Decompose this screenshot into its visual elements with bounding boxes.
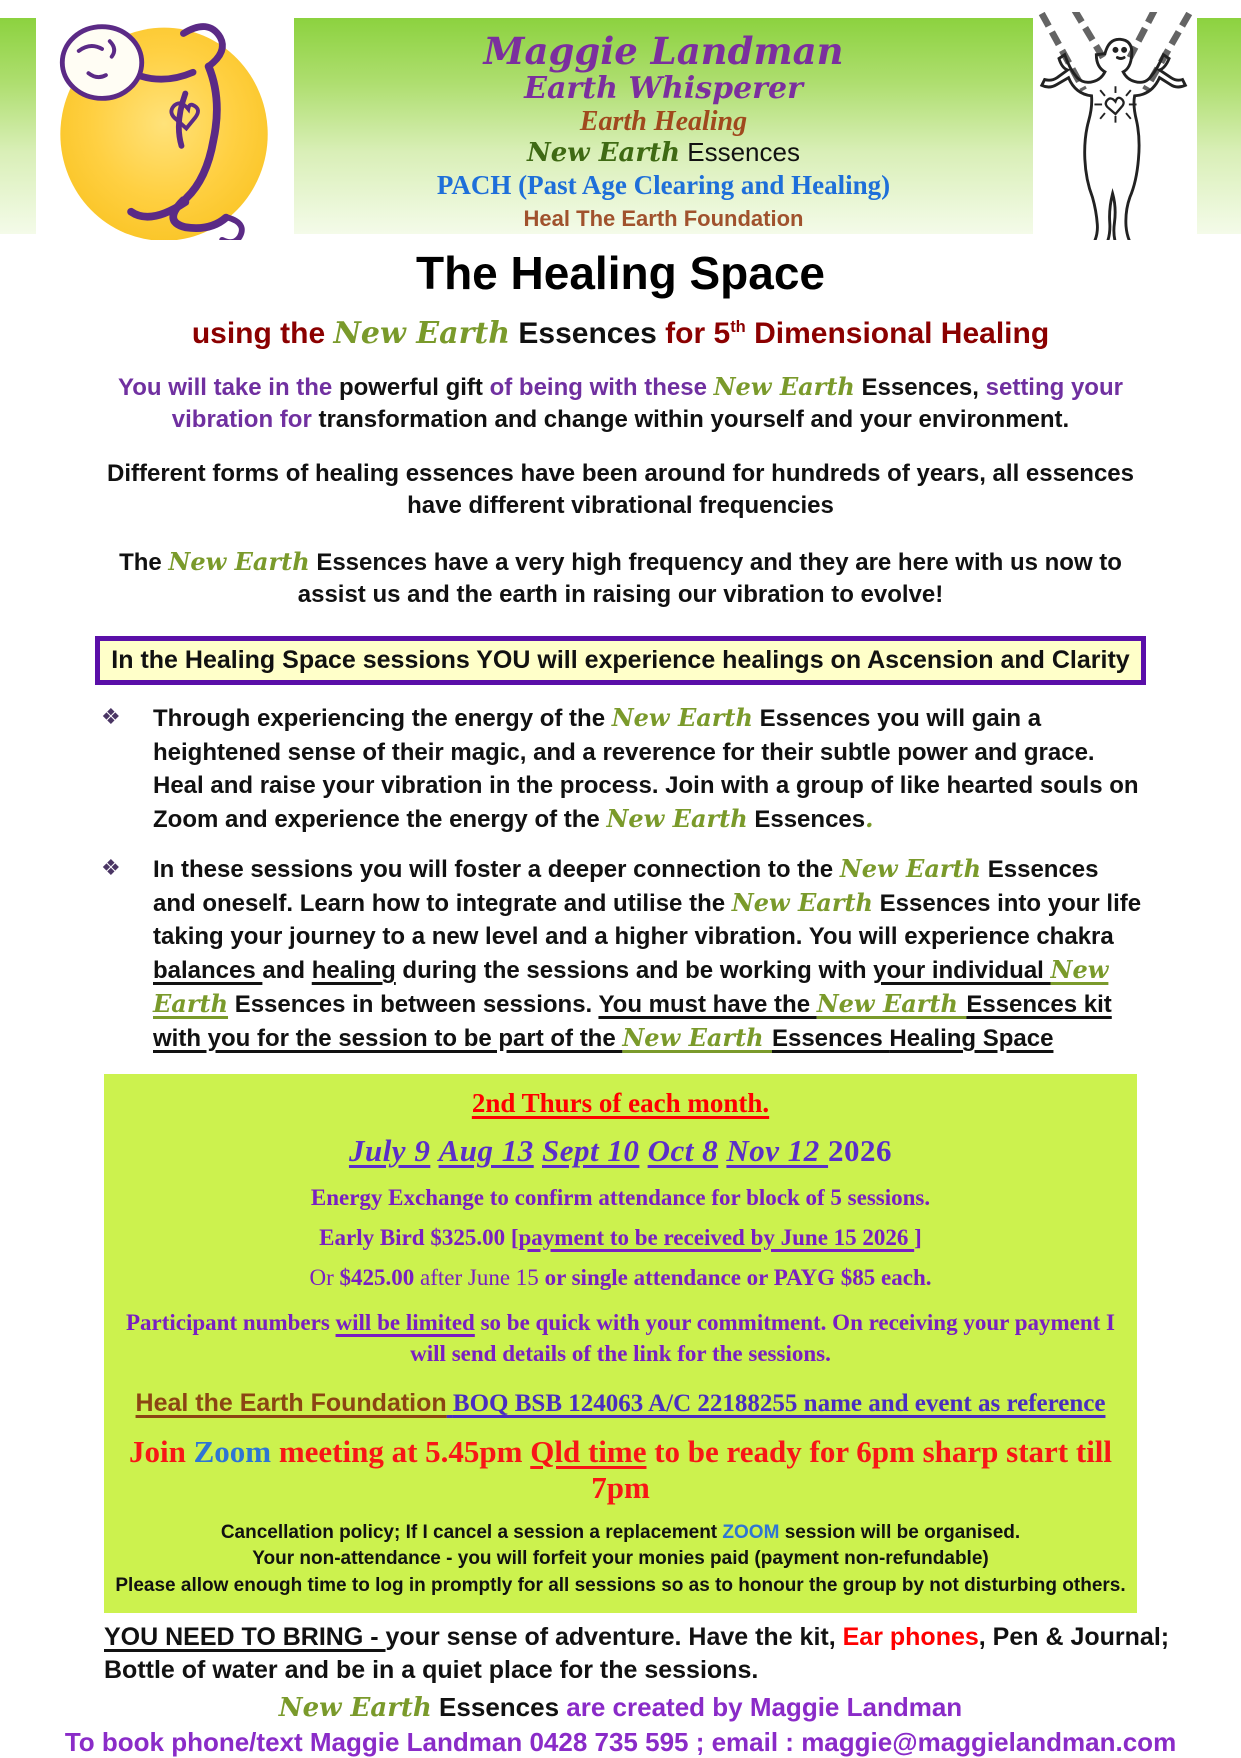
bank-details-line: Heal the Earth Foundation BOQ BSB 124063 A/C 22188255 name and event as reference: [135, 1388, 1106, 1417]
alternate-price-line: Or $425.00 after June 15 or single attendance or PAYG $85 each.: [309, 1264, 932, 1290]
diamond-bullet-icon: ❖: [101, 704, 121, 730]
energy-exchange-line: Energy Exchange to confirm attendance for block of 5 sessions.: [310, 1184, 931, 1210]
earth-whisperer-logo: [36, 18, 294, 234]
healing-figure-image: [1033, 18, 1197, 234]
bullet-list: [95, 701, 1146, 1055]
header-new-earth-essences: [294, 136, 1033, 168]
zoom-meeting-line: Join Zoom meeting at 5.45pm Qld time to be ready for 6pm sharp start till 7pm: [128, 1433, 1113, 1505]
early-bird-line: Early Bird $325.00 [payment to be received by June 15 2026 ]: [319, 1224, 922, 1250]
intro-paragraph-2: Different forms of healing essences have been around for hundreds of years, all essences have different vibrational frequencies: [107, 459, 1134, 519]
you-need-to-bring: YOU NEED TO BRING - your sense of adventure. Have the kit, Ear phones, Pen & Journal; Bottle of water and be in a quiet place for the sessions.: [104, 1623, 1170, 1684]
schedule-title: 2nd Thurs of each month.: [471, 1087, 770, 1118]
highlight-box: In the Healing Space sessions YOU will experience healings on Ascension and Clarity: [95, 636, 1146, 685]
header-name: Maggie Landman: [483, 29, 844, 73]
cancellation-line-3: Please allow enough time to log in promptly for all sessions so as to honour the group by not disturbing others.: [115, 1574, 1126, 1596]
header-pach: PACH (Past Age Clearing and Healing): [436, 170, 891, 201]
header-banner: [0, 18, 1241, 234]
cancellation-policy: [112, 1520, 1129, 1600]
header-left-green-strip: [0, 18, 36, 234]
bullet-1-text: Through experiencing the energy of the New Earth Essences you will gain a heightened sense of their magic, and a reverence for their subtle power and grace. Heal and raise your vibration in the process. Join with a group of like hearted souls on Zoom and experience the energy of the New Earth Essences.: [153, 703, 1139, 833]
header-earth-whisperer: Earth Whisperer: [524, 70, 803, 106]
participant-limit-line: Participant numbers will be limited so be quick with your commitment. On receiving your payment I will send details of the link for the sessions.: [125, 1309, 1115, 1366]
header-foundation: Heal The Earth Foundation: [523, 206, 804, 232]
header-earth-healing: Earth Healing: [579, 106, 748, 138]
header-right-green-strip: [1197, 18, 1241, 234]
cancellation-line-2: Your non-attendance - you will forfeit your monies paid (payment non-refundable): [252, 1548, 989, 1570]
booking-contact-line: To book phone/text Maggie Landman 0428 735 595 ; email : maggie@maggielandman.com: [64, 1727, 1177, 1758]
list-item: [95, 852, 1146, 1056]
cancellation-line-1: Cancellation policy; If I cancel a session a replacement ZOOM session will be organised.: [220, 1521, 1021, 1543]
page-title: The Healing Space: [415, 247, 825, 299]
intro-paragraph-3: The New Earth Essences have a very high frequency and they are here with us now to assist us and the earth in raising our vibration to evolve!: [119, 546, 1122, 608]
header-text-block: [294, 18, 1033, 234]
kneeling-figure-globe-icon: [40, 12, 290, 240]
session-details-panel: [104, 1074, 1137, 1614]
intro-paragraph-1: You will take in the powerful gift of being with these New Earth Essences, setting your vibration for transformation and change within yourself and your environment.: [118, 372, 1123, 433]
flyer-page: [0, 18, 1241, 1758]
created-by-line: New Earth Essences are created by Maggie Landman: [278, 1692, 963, 1724]
bullet-2-text: In these sessions you will foster a deeper connection to the New Earth Essences and oneself. Learn how to integrate and utilise the New Earth Essences into your life taking your journey to a new level and a higher vibration. You will experience chakra balances and healing during the sessions and be working with your individual New Earth Essences in between sessions. You must have the New Earth Essences kit with you for the session to be part of the New Earth Essences Healing Space: [153, 853, 1142, 1053]
list-item: [95, 701, 1146, 835]
radiant-heart-figure-icon: [1036, 12, 1194, 240]
page-subtitle: using the New Earth Essences for 5th Dimensional Healing: [191, 316, 1050, 351]
header-new-earth-script: New Earth: [527, 137, 681, 168]
session-dates: July 9 Aug 13 Sept 10 Oct 8 Nov 12 2026: [348, 1132, 893, 1168]
diamond-bullet-icon: ❖: [101, 854, 121, 880]
header-essences-label: Essences: [680, 136, 800, 167]
